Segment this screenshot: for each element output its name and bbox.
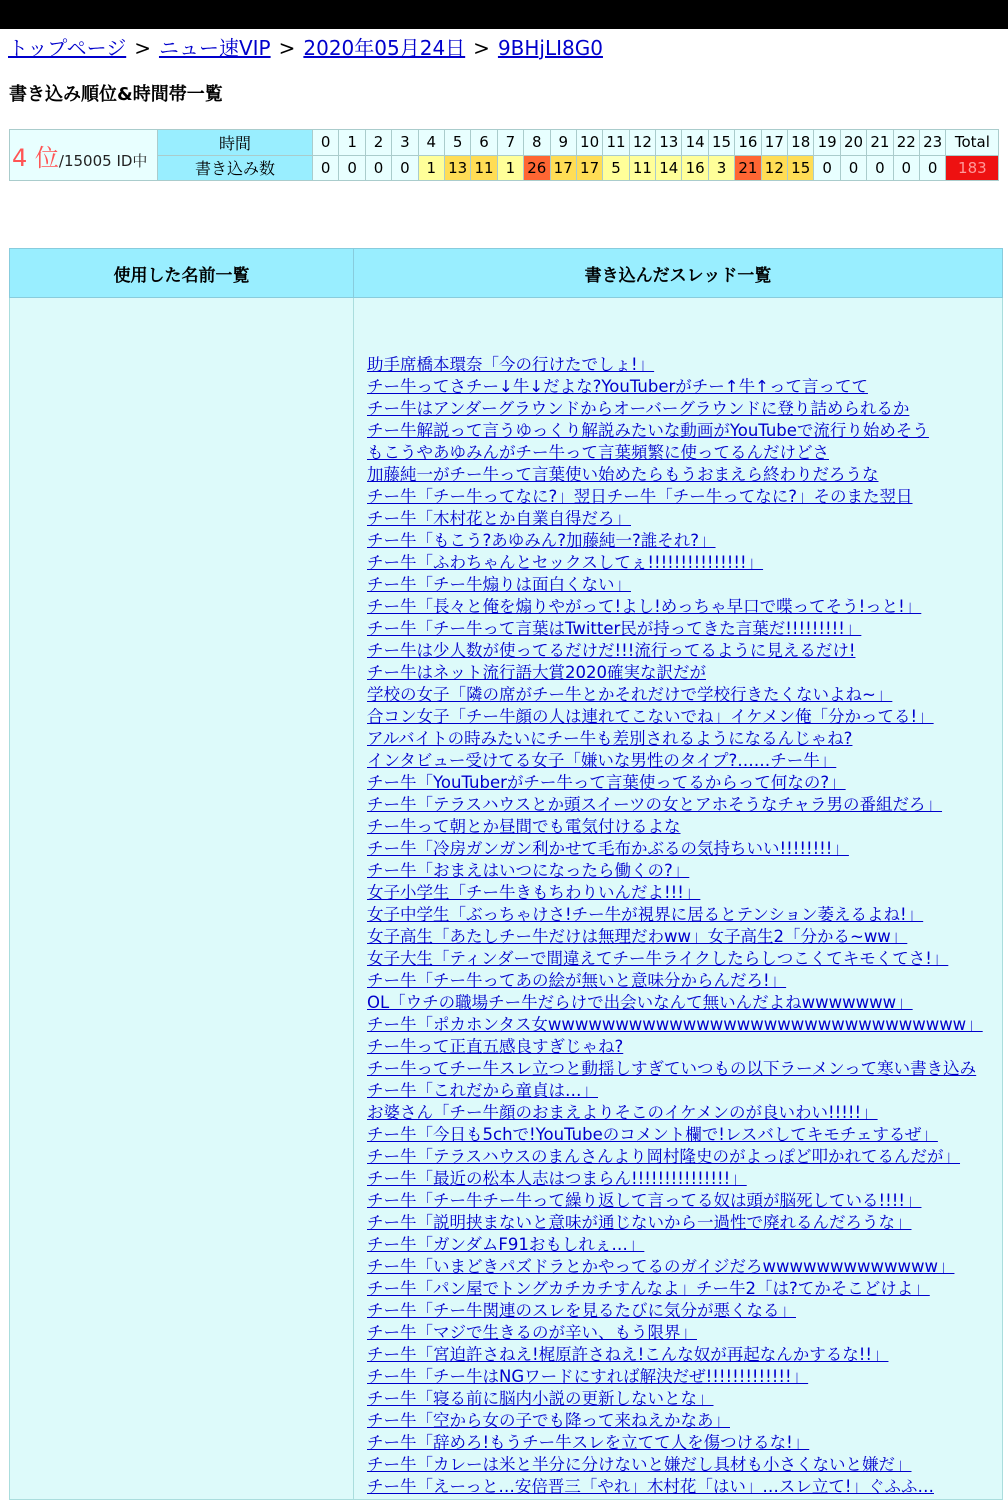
list-item: [367, 552, 1001, 574]
thread-link[interactable]: もこうやあゆみんがチー牛って言葉頻繁に使ってるんだけどさ: [367, 443, 829, 462]
thread-link[interactable]: チー牛「YouTuberがチー牛って言葉使ってるからって何なの?」: [367, 773, 846, 792]
list-item: [367, 750, 1001, 772]
count-cell: 15: [788, 155, 814, 181]
total-count-cell: 183: [946, 155, 999, 181]
list-item: [367, 1344, 1001, 1366]
list-item: [367, 706, 1001, 728]
list-item: [367, 1036, 1001, 1058]
thread-link[interactable]: チー牛ってさチー↓牛↓だよな?YouTuberがチー↑牛↑って言ってて: [367, 377, 868, 396]
list-item: [367, 442, 1001, 464]
list-item: [367, 772, 1001, 794]
list-item: [367, 1278, 1001, 1300]
breadcrumb-separator-icon: >: [278, 36, 296, 60]
breadcrumb-board-link[interactable]: ニュー速VIP: [158, 36, 271, 60]
hour-cell: 19: [814, 130, 840, 156]
breadcrumb-id-link[interactable]: 9BHjLI8G0: [497, 36, 603, 60]
thread-link[interactable]: チー牛って正直五感良すぎじゃね?: [367, 1037, 624, 1056]
list-item: [367, 1366, 1001, 1388]
count-cell: 14: [656, 155, 682, 181]
list-item: [367, 640, 1001, 662]
list-item: [367, 574, 1001, 596]
thread-link[interactable]: チー牛「宮迫許さねえ!梶原許さねえ!こんな奴が再起なんかするな!!」: [367, 1345, 889, 1364]
list-item: [367, 1388, 1001, 1410]
thread-link[interactable]: 加藤純一がチー牛って言葉使い始めたらもうおまえら終わりだろうな: [367, 465, 879, 484]
thread-link[interactable]: チー牛「カレーは米と半分に分けないと嫌だし具材も小さくないと嫌だ」: [367, 1455, 912, 1474]
thread-link[interactable]: チー牛「説明挟まないと意味が通じないから一過性で廃れるんだろうな」: [367, 1213, 912, 1232]
thread-link[interactable]: チー牛「木村花とか自業自得だろ」: [367, 509, 631, 528]
thread-link[interactable]: チー牛「チー牛ってあの絵が無いと意味分からんだろ!」: [367, 971, 787, 990]
thread-link[interactable]: 合コン女子「チー牛顔の人は連れてこないでね」イケメン俺「分かってる!」: [367, 707, 934, 726]
thread-link[interactable]: チー牛「パン屋でトングカチカチすんなよ」チー牛2「は?てかそこどけよ」: [367, 1279, 930, 1298]
thread-link[interactable]: チー牛「おまえはいつになったら働くの?」: [367, 861, 690, 880]
thread-link[interactable]: チー牛「チー牛って言葉はTwitter民が持ってきた言葉だ!!!!!!!!!」: [367, 619, 862, 638]
list-item: [367, 904, 1001, 926]
thread-link[interactable]: チー牛「テラスハウスのまんさんより岡村隆史のがよっぽど叩かれてるんだが」: [367, 1147, 961, 1166]
time-row-label: 時間: [158, 130, 313, 156]
thread-link[interactable]: チー牛解説って言うゆっくり解説みたいな動画がYouTubeで流行り始めそう: [367, 421, 929, 440]
count-cell: 0: [867, 155, 893, 181]
count-cell: 26: [524, 155, 550, 181]
list-item: [367, 1102, 1001, 1124]
hour-cell: 14: [682, 130, 708, 156]
thread-list: [355, 299, 1001, 1498]
thread-link[interactable]: チー牛「ガンダムF91おもしれぇ…」: [367, 1235, 645, 1254]
count-cell: 0: [893, 155, 919, 181]
list-item: [367, 464, 1001, 486]
count-cell: 0: [313, 155, 339, 181]
list-item: [367, 1058, 1001, 1080]
top-black-bar: [0, 0, 1008, 29]
names-column-cell: [10, 298, 354, 1500]
hour-cell: 9: [550, 130, 576, 156]
list-item: [367, 1256, 1001, 1278]
thread-link[interactable]: チー牛はネット流行語大賞2020確実な訳だが: [367, 663, 706, 682]
hour-cell: 0: [313, 130, 339, 156]
thread-link[interactable]: チー牛「テラスハウスとか頭スイーツの女とアホそうなチャラ男の番組だろ」: [367, 795, 943, 814]
hour-cell: 12: [629, 130, 655, 156]
thread-link[interactable]: 女子高生「あたしチー牛だけは無理だわww」女子高生2「分かる~ww」: [367, 927, 908, 946]
list-item: [367, 1476, 1001, 1498]
count-cell: 17: [576, 155, 602, 181]
count-cell: 12: [761, 155, 787, 181]
list-item: [367, 882, 1001, 904]
list-item: [367, 662, 1001, 684]
breadcrumb-separator-icon: >: [134, 36, 151, 60]
list-item: [367, 1014, 1001, 1036]
count-cell: 5: [603, 155, 629, 181]
thread-link[interactable]: インタビュー受けてる女子「嫌いな男性のタイプ?……チー牛」: [367, 751, 837, 770]
thread-link[interactable]: チー牛「いまどきパズドラとかやってるのガイジだろwwwwwwwwwwwww」: [367, 1257, 955, 1276]
list-item: [367, 1212, 1001, 1234]
thread-link[interactable]: チー牛「冷房ガンガン利かせて毛布かぶるの気持ちいい!!!!!!!!」: [367, 839, 849, 858]
hour-cell: 8: [524, 130, 550, 156]
count-cell: 0: [339, 155, 365, 181]
breadcrumb-separator-icon: >: [473, 36, 490, 60]
hour-cell: 3: [392, 130, 418, 156]
thread-link[interactable]: チー牛「寝る前に脳内小説の更新しないとな」: [367, 1389, 714, 1408]
thread-link[interactable]: チー牛「空から女の子でも降って来ねえかなあ」: [367, 1411, 730, 1430]
breadcrumb: [8, 32, 603, 61]
list-item: [367, 1190, 1001, 1212]
list-item: [367, 926, 1001, 948]
rank-hourly-table: [9, 129, 999, 181]
count-cell: 21: [735, 155, 761, 181]
thread-link[interactable]: 女子中学生「ぶっちゃけさ!チー牛が視界に居るとテンション萎えるよね!」: [367, 905, 924, 924]
rank-cell: [10, 130, 158, 181]
count-cell: 16: [682, 155, 708, 181]
names-threads-table: [9, 248, 1003, 1500]
list-item: [367, 530, 1001, 552]
thread-link[interactable]: チー牛「えーっと…安倍晋三「やれ」木村花「はい」…スレ立て!」ぐふふ…: [367, 1477, 934, 1496]
list-item: [367, 1322, 1001, 1344]
thread-link[interactable]: チー牛「チー牛煽りは面白くない」: [367, 575, 631, 594]
count-cell: 1: [497, 155, 523, 181]
hour-cell: 15: [708, 130, 734, 156]
hour-cell: 20: [840, 130, 866, 156]
list-item: [367, 970, 1001, 992]
count-cell: 17: [550, 155, 576, 181]
list-item: [367, 1146, 1001, 1168]
count-cell: 1: [418, 155, 444, 181]
thread-link[interactable]: チー牛「最近の松本人志はつまらん!!!!!!!!!!!!!!!」: [367, 1169, 747, 1188]
names-column-header: 使用した名前一覧: [10, 249, 354, 298]
thread-link[interactable]: アルバイトの時みたいにチー牛も差別されるようになるんじゃね?: [367, 729, 853, 748]
thread-link[interactable]: 女子大生「ティンダーで間違えてチー牛ライクしたらしつこくてキモくてさ!」: [367, 949, 949, 968]
thread-link[interactable]: チー牛「これだから童貞は…」: [367, 1081, 598, 1100]
hour-cell: 23: [919, 130, 945, 156]
list-item: [367, 618, 1001, 640]
thread-link[interactable]: 学校の女子「隣の席がチー牛とかそれだけで学校行きたくないよね~」: [367, 685, 893, 704]
list-item: [367, 860, 1001, 882]
count-row-label: 書き込み数: [158, 155, 313, 181]
list-item: [367, 1454, 1001, 1476]
thread-link[interactable]: チー牛「今日も5chで!YouTubeのコメント欄で!レスバしてキモチェするぜ」: [367, 1125, 938, 1144]
count-cell: 3: [708, 155, 734, 181]
thread-link[interactable]: OL「ウチの職場チー牛だらけで出会いなんて無いんだよねwwwwwww」: [367, 993, 913, 1012]
page-title: 書き込み順位&時間帯一覧: [9, 84, 223, 105]
hour-cell: 1: [339, 130, 365, 156]
list-item: [367, 398, 1001, 420]
thread-link[interactable]: チー牛って朝とか昼間でも電気付けるよな: [367, 817, 681, 836]
thread-link[interactable]: 女子小学生「チー牛きもちわりいんだよ!!!」: [367, 883, 701, 902]
list-item: [367, 992, 1001, 1014]
list-item: [367, 1234, 1001, 1256]
breadcrumb-top-page-link[interactable]: トップページ: [8, 36, 127, 60]
thread-link[interactable]: 助手席橋本環奈「今の行けたでしょ!」: [367, 355, 655, 374]
hour-cell: 5: [444, 130, 470, 156]
thread-link[interactable]: お婆さん「チー牛顔のおまえよりそこのイケメンのが良いわい!!!!!」: [367, 1103, 878, 1122]
hour-cell: 21: [867, 130, 893, 156]
count-cell: 11: [629, 155, 655, 181]
thread-link[interactable]: チー牛「チー牛関連のスレを見るたびに気分が悪くなる」: [367, 1301, 796, 1320]
list-item: [367, 948, 1001, 970]
thread-link[interactable]: チー牛「ふわちゃんとセックスしてぇ!!!!!!!!!!!!!!!」: [367, 553, 764, 572]
hour-cell: 22: [893, 130, 919, 156]
hour-cell: 10: [576, 130, 602, 156]
threads-column-cell: [354, 298, 1003, 1500]
count-cell: 0: [919, 155, 945, 181]
thread-link[interactable]: チー牛「もこう?あゆみん?加藤純一?誰それ?」: [367, 531, 716, 550]
count-cell: 13: [444, 155, 470, 181]
count-cell: 0: [814, 155, 840, 181]
hour-cell: 6: [471, 130, 497, 156]
list-item: [367, 376, 1001, 398]
list-item: [367, 816, 1001, 838]
total-header-cell: Total: [946, 130, 999, 156]
breadcrumb-date-link[interactable]: 2020年05月24日: [303, 36, 466, 60]
thread-link[interactable]: チー牛「チー牛チー牛って繰り返して言ってる奴は頭が脳死している!!!!」: [367, 1191, 922, 1210]
hour-cell: 2: [365, 130, 391, 156]
thread-link[interactable]: チー牛「チー牛ってなに?」翌日チー牛「チー牛ってなに?」そのまた翌日: [367, 487, 913, 506]
list-item: [367, 354, 1001, 376]
rank-position: 4 位: [12, 143, 59, 172]
count-cell: 11: [471, 155, 497, 181]
thread-link[interactable]: チー牛ってチー牛スレ立つと動揺しすぎていつもの以下ラーメンって寒い書き込み: [367, 1059, 977, 1078]
list-item: [367, 1080, 1001, 1102]
hour-cell: 11: [603, 130, 629, 156]
hour-cell: 13: [656, 130, 682, 156]
thread-link[interactable]: チー牛「長々と俺を煽りやがって!よし!めっちゃ早口で喋ってそう!っと!」: [367, 597, 922, 616]
hour-cell: 18: [788, 130, 814, 156]
list-item: [367, 794, 1001, 816]
hour-cell: 4: [418, 130, 444, 156]
thread-link[interactable]: チー牛はアンダーグラウンドからオーバーグラウンドに登り詰められるか: [367, 399, 910, 418]
thread-link[interactable]: チー牛「チー牛はNGワードにすれば解決だぜ!!!!!!!!!!!!!」: [367, 1367, 809, 1386]
list-item: [367, 508, 1001, 530]
threads-column-header: 書き込んだスレッド一覧: [354, 249, 1003, 298]
list-item: [367, 728, 1001, 750]
hour-cell: 17: [761, 130, 787, 156]
count-cell: 0: [392, 155, 418, 181]
thread-link[interactable]: チー牛「マジで生きるのが辛い、もう限界」: [367, 1323, 697, 1342]
list-item: [367, 420, 1001, 442]
thread-link[interactable]: チー牛「辞めろ!もうチー牛スレを立てて人を傷つけるな!」: [367, 1433, 810, 1452]
list-item: [367, 1168, 1001, 1190]
list-item: [367, 486, 1001, 508]
list-item: [367, 1410, 1001, 1432]
list-item: [367, 684, 1001, 706]
hour-cell: 7: [497, 130, 523, 156]
list-item: [367, 1300, 1001, 1322]
thread-link[interactable]: チー牛「ポカホンタス女wwwwwwwwwwwwwwwwwwwwwwwwwwwwwww」: [367, 1015, 983, 1034]
rank-total-ids: /15005 ID中: [58, 151, 148, 170]
list-item: [367, 1124, 1001, 1146]
list-item: [367, 596, 1001, 618]
list-item: [367, 1432, 1001, 1454]
thread-link[interactable]: チー牛は少人数が使ってるだけだ!!!流行ってるように見えるだけ!: [367, 641, 856, 660]
list-item: [367, 838, 1001, 860]
count-cell: 0: [840, 155, 866, 181]
hour-cell: 16: [735, 130, 761, 156]
count-cell: 0: [365, 155, 391, 181]
